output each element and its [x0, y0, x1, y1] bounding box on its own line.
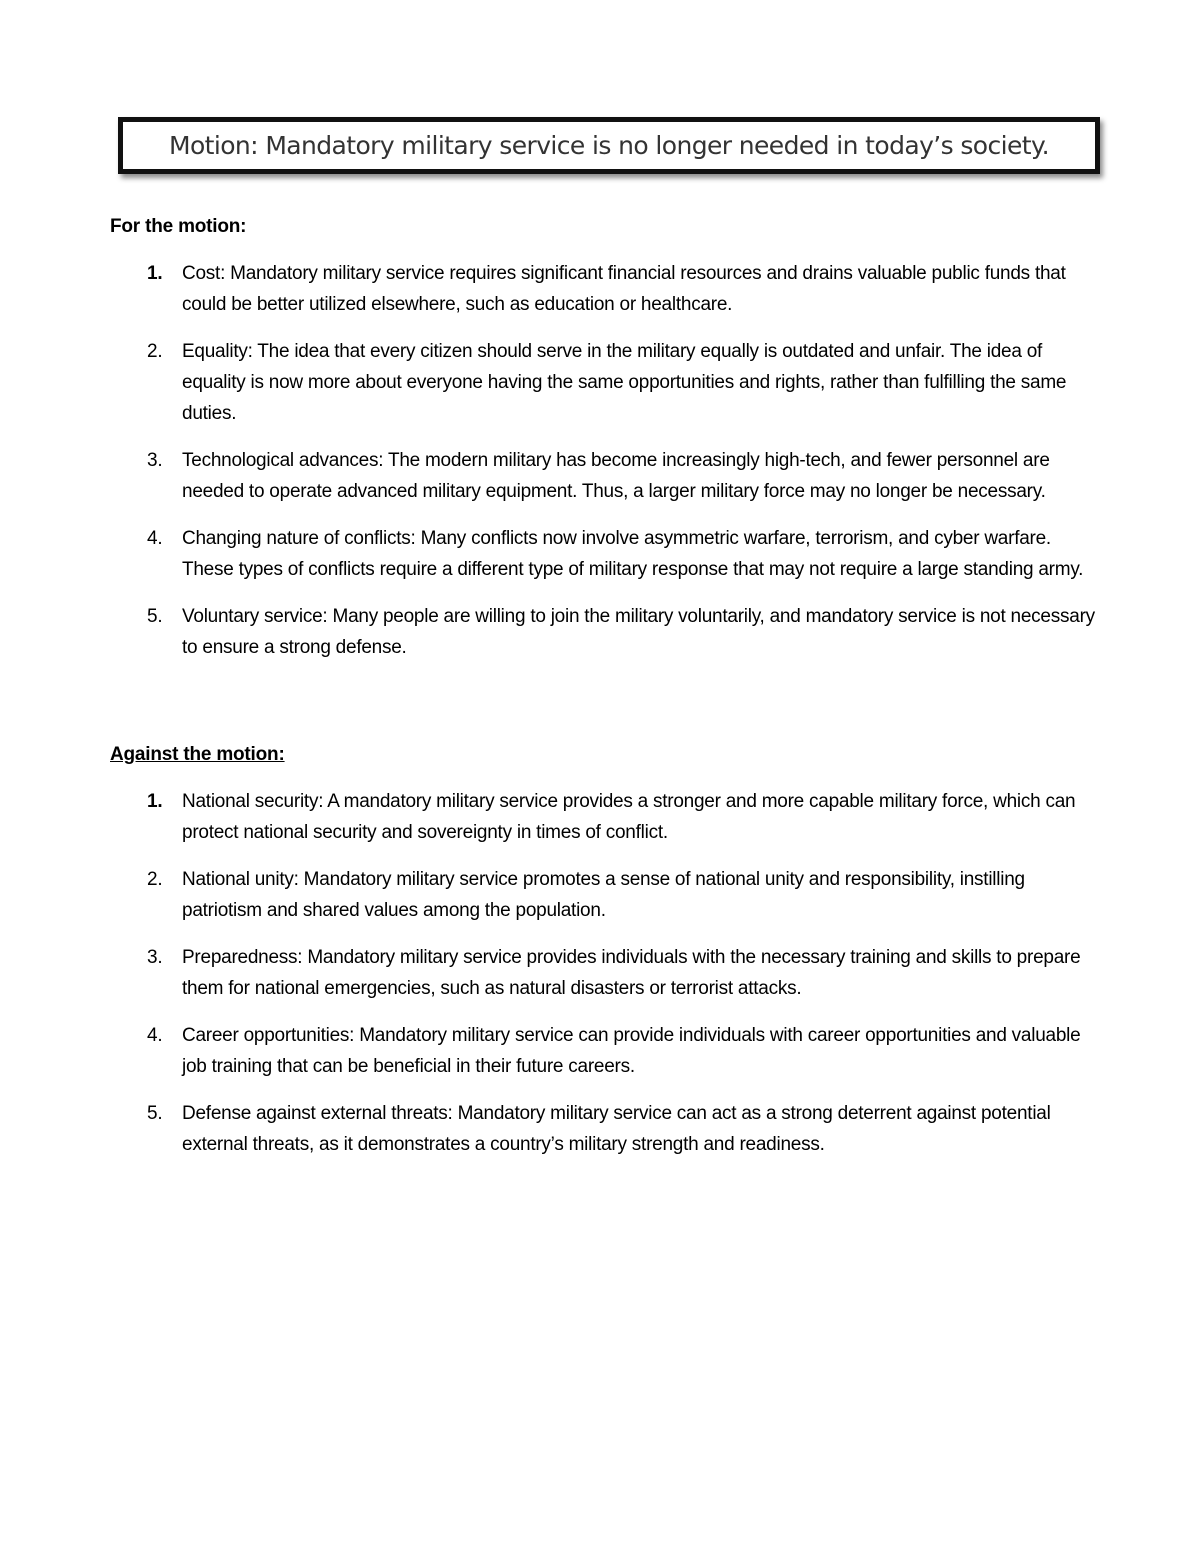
- list-item-number: 5.: [147, 1103, 163, 1124]
- for-motion-list: [0, 258, 1097, 679]
- list-item-text: Changing nature of conflicts: Many conflicts now involve asymmetric warfare, terrorism, and cyber warfare. These types of conflicts require a different type of military response that may not require a large standing army.: [182, 528, 1084, 580]
- list-item-number: 4.: [147, 1025, 163, 1046]
- list-item-text: Technological advances: The modern military has become increasingly high-tech, and fewer personnel are needed to operate advanced military equipment. Thus, a larger military force may no longer be necessary.: [182, 450, 1050, 502]
- for-motion-heading: For the motion:: [110, 216, 247, 237]
- against-motion-heading: Against the motion:: [110, 744, 285, 765]
- against-motion-list: [0, 786, 1097, 1176]
- list-item: [0, 523, 1097, 585]
- list-item-number: 1.: [147, 791, 163, 812]
- list-item-text: Defense against external threats: Mandatory military service can act as a strong deterrent against potential external threats, as it demonstrates a country’s military strength and readiness.: [182, 1103, 1051, 1155]
- list-item-number: 3.: [147, 947, 163, 968]
- list-item-number: 1.: [147, 263, 163, 284]
- list-item-text: Cost: Mandatory military service requires significant financial resources and drains valuable public funds that could be better utilized elsewhere, such as education or healthcare.: [182, 263, 1066, 315]
- list-item: [0, 445, 1097, 507]
- list-item-text: Preparedness: Mandatory military service provides individuals with the necessary training and skills to prepare them for national emergencies, such as natural disasters or terrorist attacks.: [182, 947, 1081, 999]
- list-item-text: Career opportunities: Mandatory military service can provide individuals with career opportunities and valuable job training that can be beneficial in their future careers.: [182, 1025, 1081, 1077]
- list-item: [0, 942, 1097, 1004]
- list-item-text: Voluntary service: Many people are willing to join the military voluntarily, and mandatory service is not necessary to ensure a strong defense.: [182, 606, 1095, 658]
- list-item-number: 2.: [147, 869, 163, 890]
- motion-title: Motion: Mandatory military service is no longer needed in today’s society.: [169, 131, 1049, 160]
- list-item-text: National security: A mandatory military service provides a stronger and more capable military force, which can protect national security and sovereignty in times of conflict.: [182, 791, 1076, 843]
- list-item: [0, 336, 1097, 429]
- list-item: [0, 786, 1097, 848]
- list-item-text: National unity: Mandatory military service promotes a sense of national unity and responsibility, instilling patriotism and shared values among the population.: [182, 869, 1025, 921]
- motion-box: [118, 117, 1100, 174]
- list-item-number: 5.: [147, 606, 163, 627]
- list-item-text: Equality: The idea that every citizen should serve in the military equally is outdated and unfair. The idea of equality is now more about everyone having the same opportunities and rights, rather than fulfilling the same duties.: [182, 341, 1067, 424]
- list-item-number: 4.: [147, 528, 163, 549]
- list-item: [0, 864, 1097, 926]
- list-item: [0, 1020, 1097, 1082]
- list-item-number: 3.: [147, 450, 163, 471]
- list-item: [0, 601, 1097, 663]
- list-item: [0, 1098, 1097, 1160]
- list-item-number: 2.: [147, 341, 163, 362]
- list-item: [0, 258, 1097, 320]
